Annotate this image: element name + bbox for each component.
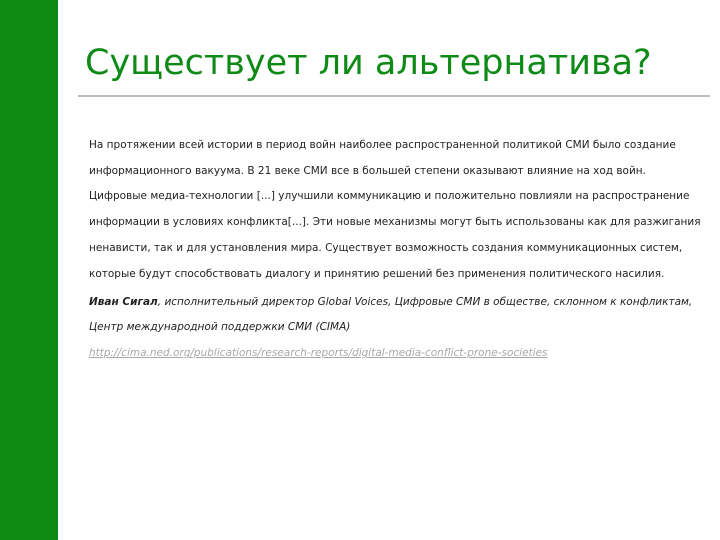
source-link[interactable]: http://cima.ned.org/publications/research-reports/digital-media-conflict-prone-societies bbox=[89, 347, 548, 360]
author-name: Иван Сигал bbox=[89, 296, 158, 309]
slide-title: Существует ли альтернатива? bbox=[85, 43, 652, 83]
slide-content bbox=[89, 133, 701, 366]
title-divider bbox=[78, 95, 710, 97]
body-paragraph: На протяжении всей истории в период войн наиболее распространенной политикой СМИ было создание информационного вакуума. В 21 веке СМИ все в большей степени оказывают влияние на ход войн. Цифровые медиа-технологии [...] улучшили коммуникацию и положительно повлияли на распространение информации в условиях конфликта[...]. Эти новые механизмы могут быть использованы как для разжигания ненависти, так и для установления мира. Существует возможность создания коммуникационных систем, которые будут способствовать диалогу и принятию решений без применения политического насилия. bbox=[89, 139, 701, 280]
attribution-details: , исполнительный директор Global Voices, Цифровые СМИ в обществе, склонном к конфликтам, Центр международной поддержки СМИ (CIMA) bbox=[89, 296, 693, 334]
attribution bbox=[89, 290, 701, 340]
accent-bar bbox=[0, 0, 58, 540]
